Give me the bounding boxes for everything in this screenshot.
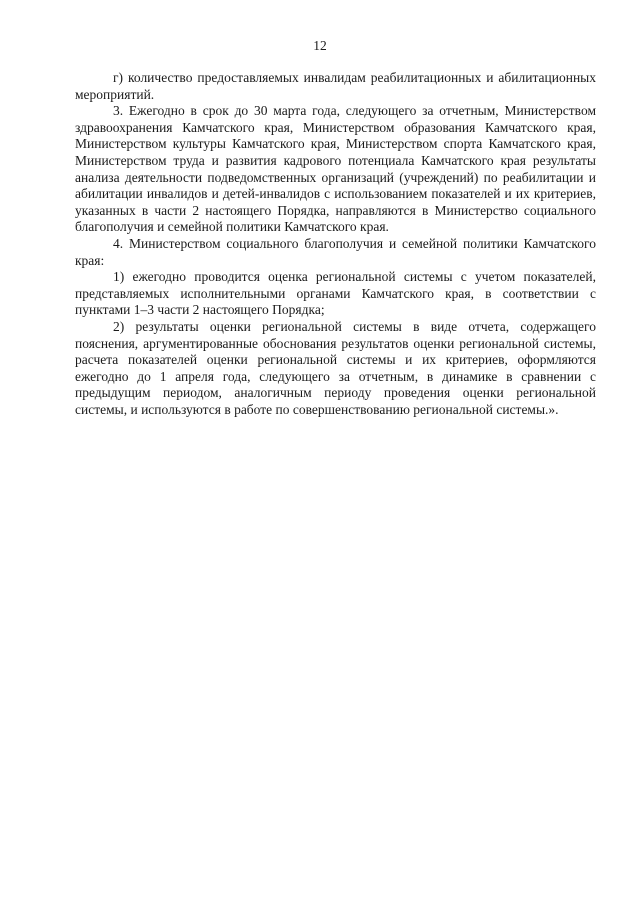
document-body bbox=[75, 70, 596, 418]
paragraph-section-4: 4. Министерством социального благополучия и семейной политики Камчатского края: bbox=[75, 235, 596, 268]
paragraph-section-3: 3. Ежегодно в срок до 30 марта года, следующего за отчетным, Министерством здравоохранения Камчатского края, Министерством образования Камчатского края, Министерством культуры Камчатского края, Министерством спорта Камчатского края, Министерством труда и развития кадрового потенциала Камчатского края результаты анализа деятельности подведомственных организаций (учреждений) по реабилитации и абилитации инвалидов и детей-инвалидов с использованием показателей и их критериев, указанных в части 2 настоящего Порядка, направляются в Министерство социального благополучия и семейной политики Камчатского края. bbox=[75, 103, 596, 235]
paragraph-item-g: г) количество предоставляемых инвалидам реабилитационных и абилитационных мероприятий. bbox=[75, 70, 596, 102]
page-number: 12 bbox=[313, 38, 327, 53]
paragraph-item-1: 1) ежегодно проводится оценка региональной системы с учетом показателей, представляемых исполнительными органами Камчатского края, в соответствии с пунктами 1–3 части 2 настоящего Порядка; bbox=[75, 269, 596, 318]
paragraph-item-2: 2) результаты оценки региональной системы в виде отчета, содержащего пояснения, аргументированные обоснования результатов оценки региональной системы, расчета показателей оценки региональной системы и их критериев, оформляются ежегодно до 1 апреля года, следующего за отчетным, в динамике в сравнении с предыдущим периодом, аналогичным периоду проведения оценки региональной системы, и используются в работе по совершенствованию региональной системы.». bbox=[75, 318, 596, 417]
